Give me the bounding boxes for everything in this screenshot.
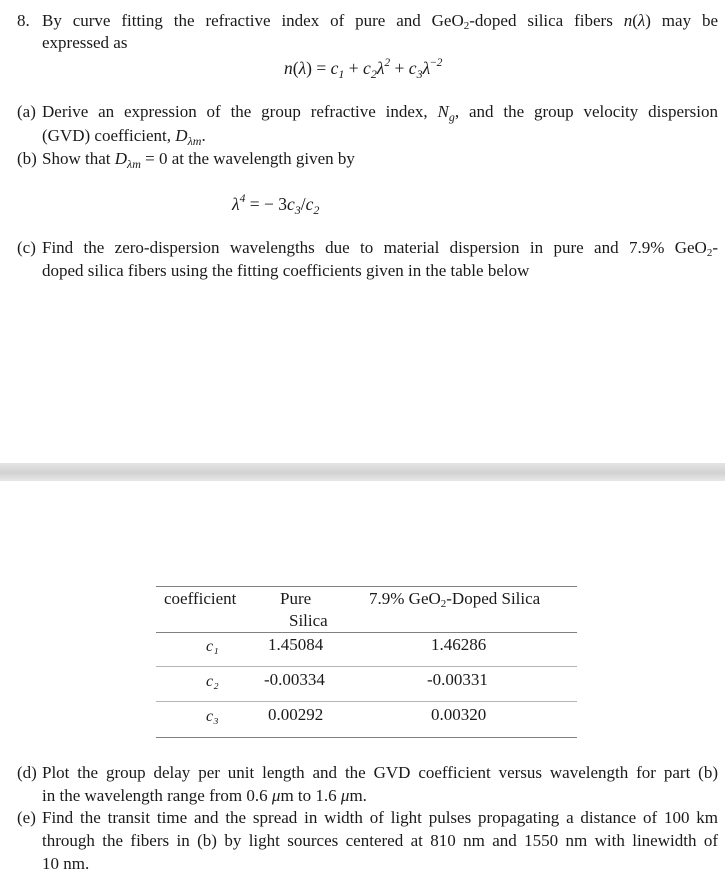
part-b-label: (b) xyxy=(17,149,37,168)
part-c-label: (c) xyxy=(17,238,36,257)
table-header-rule xyxy=(156,632,577,633)
part-a-label: (a) xyxy=(17,102,36,121)
header-pure: Pure xyxy=(280,589,312,608)
part-d-label: (d) xyxy=(17,763,37,782)
row-doped-value: -0.00331 xyxy=(427,670,488,689)
table-row-rule xyxy=(156,666,577,667)
page-divider xyxy=(0,463,725,481)
header-doped-silica: 7.9% GeO$_2$-Doped Silica xyxy=(369,589,541,610)
part-a-line2: (GVD) coefficient, $D_{\lambda m}$. xyxy=(42,126,206,148)
part-e-label: (e) xyxy=(17,808,36,827)
row-coef: c₃ xyxy=(206,708,219,725)
problem-intro-line1: By curve fitting the refractive index of pure and GeO$_2$-doped silica fibers n(λ) may be xyxy=(42,11,718,32)
equation-zero-dispersion: $\lambda^4$ = − $3c_3/c_2$ xyxy=(232,193,320,217)
part-c-line2: doped silica fibers using the fitting coefficients given in the table below xyxy=(42,261,530,280)
row-pure-value: 1.45084 xyxy=(268,635,324,654)
problem-number: 8. xyxy=(17,11,30,30)
header-coefficient: coefficient xyxy=(164,589,237,608)
header-silica: Silica xyxy=(289,611,328,630)
part-b-line1: Show that $D_{\lambda m} = 0$ at the wavelength given by xyxy=(42,149,355,171)
problem-intro-line2: expressed as xyxy=(42,33,128,52)
row-doped-value: 1.46286 xyxy=(431,635,487,654)
row-coef: c₁ xyxy=(206,638,219,655)
part-d-line2: in the wavelength range from 0.6 μm to 1.6 μm. xyxy=(42,786,367,805)
row-doped-value: 0.00320 xyxy=(431,705,487,724)
part-e-line3: 10 nm. xyxy=(42,854,90,873)
row-pure-value: 0.00292 xyxy=(268,705,324,724)
part-e-line2: through the fibers in (b) by light sources centered at 810 nm and 1550 nm with linewidth of xyxy=(42,831,718,850)
part-d-line1: Plot the group delay per unit length and the GVD coefficient versus wavelength for part (b) xyxy=(42,763,718,782)
table-row-rule xyxy=(156,701,577,702)
row-coef: c₂ xyxy=(206,673,219,690)
part-e-line1: Find the transit time and the spread in width of light pulses propagating a distance of 100 km xyxy=(42,808,718,827)
table-top-rule xyxy=(156,586,577,587)
row-pure-value: -0.00334 xyxy=(264,670,325,689)
table-bottom-rule xyxy=(156,737,577,738)
equation-refractive-index: $n(\lambda) = c_1 + c_2\lambda^2 + c_3\lambda^{-2}$ xyxy=(284,57,443,81)
part-a-line1: Derive an expression of the group refractive index, $N_g$, and the group velocity dispersion xyxy=(42,102,718,124)
part-c-line1: Find the zero-dispersion wavelengths due to material dispersion in pure and 7.9% GeO$_2$- xyxy=(42,238,718,259)
